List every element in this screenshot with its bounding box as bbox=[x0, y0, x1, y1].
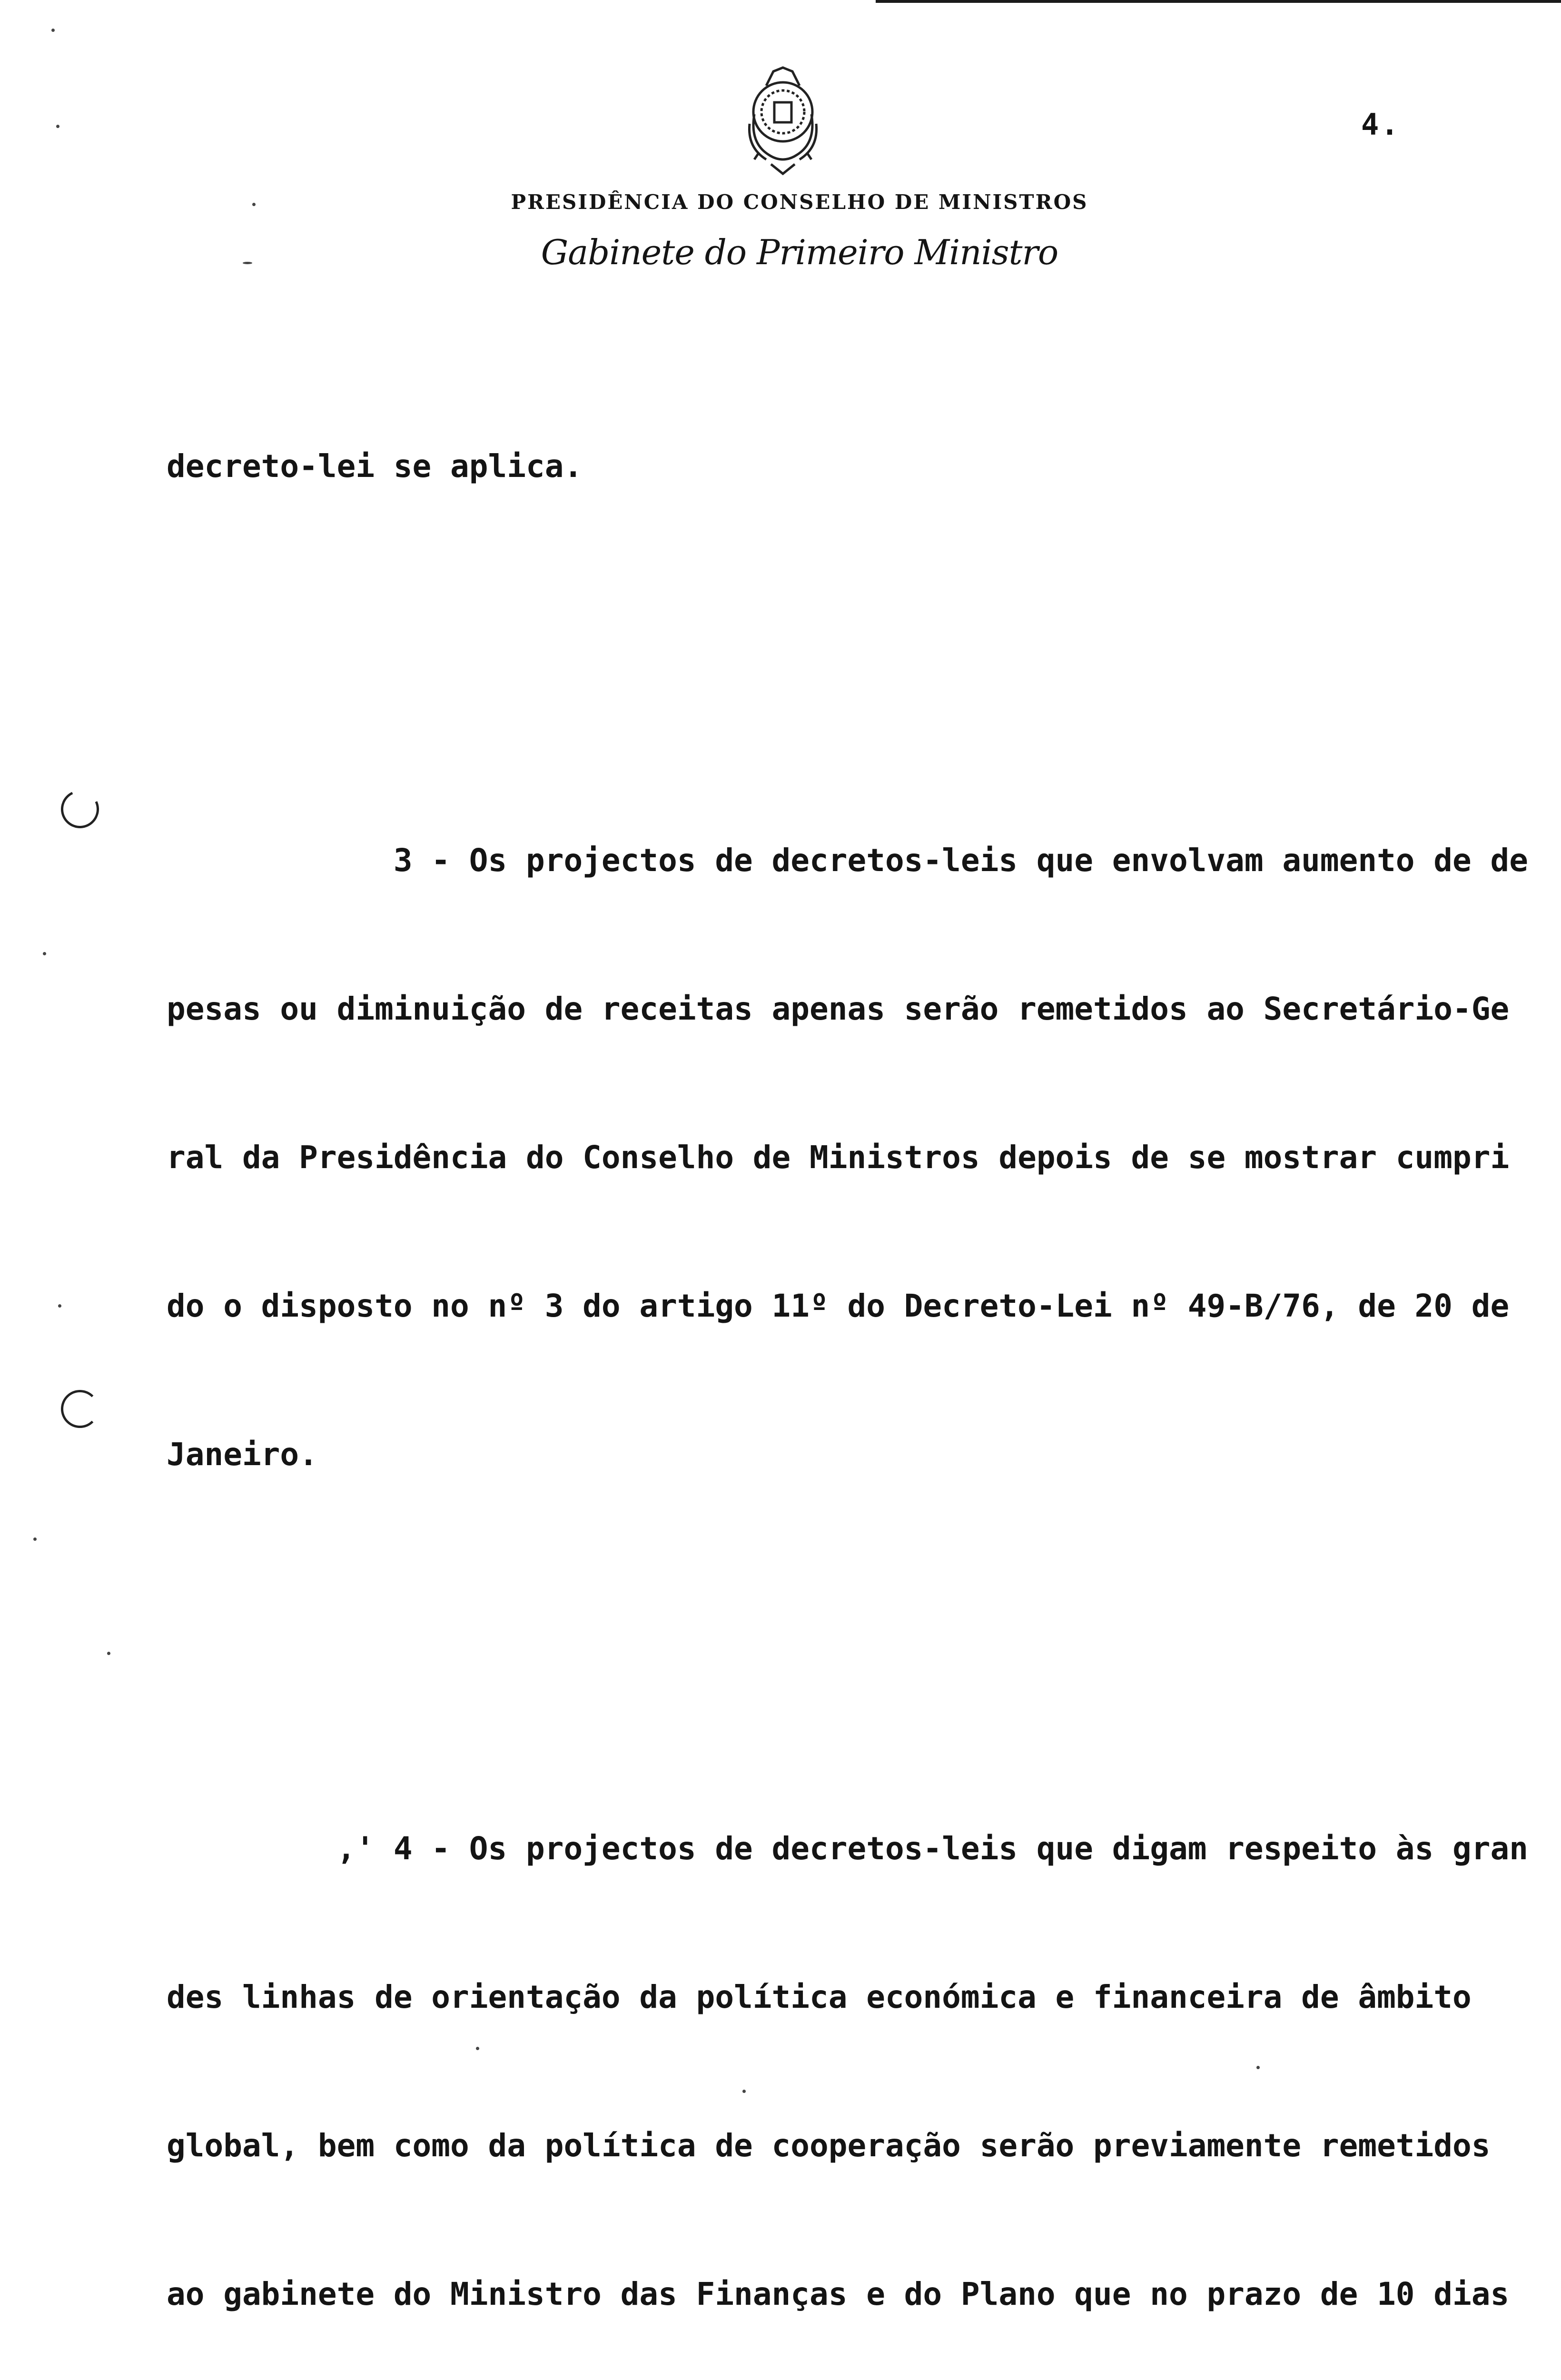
paragraph-4-line: global, bem como da política de cooperação serão previamente remetidos bbox=[167, 2127, 1491, 2164]
paragraph-3-line: do o disposto no nº 3 do artigo 11º do Decreto-Lei nº 49-B/76, de 20 de bbox=[167, 1288, 1510, 1324]
scan-speck bbox=[43, 952, 46, 955]
document-body bbox=[167, 343, 1561, 2380]
scan-speck bbox=[56, 125, 59, 128]
body-line: decreto-lei se aplica. bbox=[167, 448, 583, 485]
scan-speck bbox=[33, 1537, 37, 1541]
scan-speck bbox=[252, 203, 256, 206]
paragraph-3-line: 3 - Os projectos de decretos-leis que envolvam aumento de de bbox=[167, 842, 1528, 879]
paragraph-4-line: ,' 4 - Os projectos de decretos-leis que digam respeito às gran bbox=[167, 1830, 1528, 1867]
paragraph-3-line: ral da Presidência do Conselho de Ministros depois de se mostrar cumpri bbox=[167, 1139, 1510, 1176]
page-number: 4. bbox=[1361, 107, 1401, 142]
republic-emblem-icon bbox=[721, 57, 845, 181]
punch-hole-mark bbox=[56, 785, 105, 834]
scan-speck bbox=[58, 1304, 61, 1308]
scan-speck bbox=[51, 29, 55, 32]
paragraph-3-line: pesas ou diminuição de receitas apenas serão remetidos ao Secretário-Ge bbox=[167, 991, 1510, 1027]
scan-speck bbox=[243, 262, 252, 264]
paragraph-3-line: Janeiro. bbox=[167, 1436, 318, 1473]
letterhead-subtitle: Gabinete do Primeiro Ministro bbox=[541, 232, 1058, 272]
scan-speck bbox=[107, 1652, 110, 1655]
paragraph-4-line: des linhas de orientação da política económica e financeira de âmbito bbox=[167, 1979, 1472, 2015]
top-rule bbox=[876, 0, 1561, 3]
paragraph-4-line: ao gabinete do Ministro das Finanças e do Plano que no prazo de 10 dias bbox=[167, 2276, 1510, 2312]
punch-hole-mark bbox=[61, 1390, 99, 1428]
letterhead-title: PRESIDÊNCIA DO CONSELHO DE MINISTROS bbox=[511, 190, 1088, 214]
